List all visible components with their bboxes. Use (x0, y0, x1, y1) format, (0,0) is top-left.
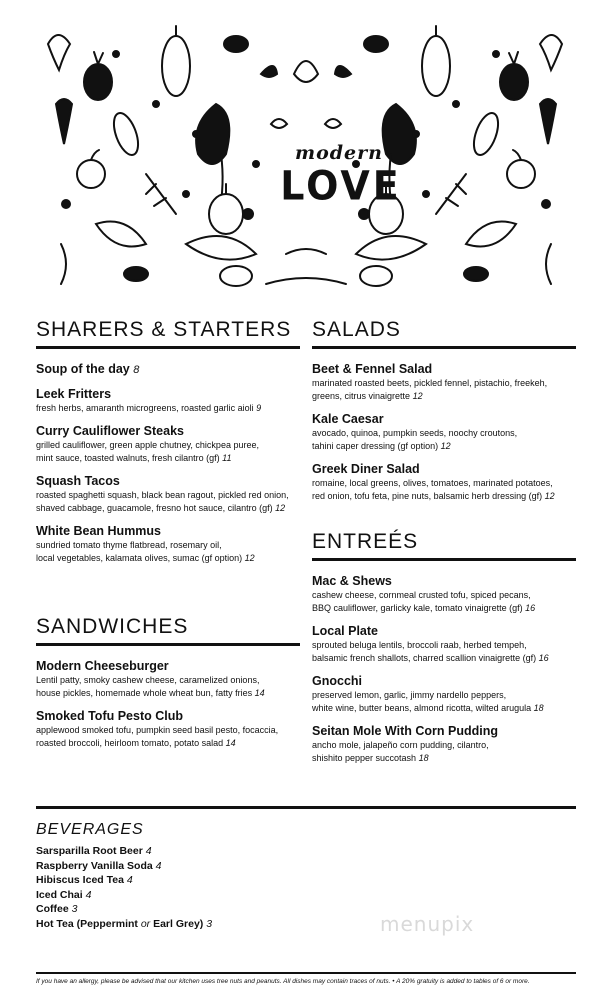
menu-item (312, 361, 576, 403)
item-name: Squash Tacos (36, 474, 120, 488)
item-desc: marinated roasted beets, pickled fennel, pistachio, freekeh, (312, 378, 548, 388)
beverage-item (36, 902, 576, 917)
hero-illustration (36, 14, 576, 304)
menu-item (312, 723, 576, 765)
item-desc: shaved cabbage, guacamole, fresno hot sauce, cilantro (gf) (36, 503, 273, 513)
watermark: menupix (380, 912, 475, 936)
item-name: Modern Cheeseburger (36, 659, 169, 673)
item-price: 16 (538, 653, 549, 663)
beverage-price: 4 (85, 888, 92, 901)
item-desc: preserved lemon, garlic, jimmy nardello peppers, (312, 690, 507, 700)
item-price: 12 (244, 553, 255, 563)
section-title-sharers: SHARERS & STARTERS (36, 318, 300, 349)
menu-item (312, 673, 576, 715)
item-desc: red onion, tofu feta, pine nuts, balsamic herb dressing (gf) (312, 491, 543, 501)
menu-item (36, 361, 300, 378)
item-price: 12 (412, 391, 423, 401)
item-price: 8 (133, 364, 140, 376)
beverage-item (36, 888, 576, 903)
item-name: Local Plate (312, 624, 378, 638)
item-desc: shishito pepper succotash (312, 753, 417, 763)
beverage-price: 3 (71, 903, 78, 915)
beverage-name: Raspberry Vanilla Soda (36, 859, 153, 872)
item-price: 18 (418, 753, 429, 763)
section-title-entrees: ENTREÉS (312, 530, 576, 561)
beverages-section (36, 806, 576, 931)
item-desc: Lentil patty, smoky cashew cheese, caramelized onions, (36, 675, 260, 685)
item-price: 14 (225, 738, 236, 748)
item-name: White Bean Hummus (36, 524, 162, 538)
item-desc: roasted spaghetti squash, black bean ragout, pickled red onion, (36, 490, 289, 500)
sandwiches-section (36, 615, 300, 758)
entrees-section (312, 530, 576, 773)
item-desc: ancho mole, jalapeño corn pudding, cilantro, (312, 740, 489, 750)
item-name: Smoked Tofu Pesto Club (36, 709, 183, 723)
beverage-name: Earl Grey) (153, 917, 204, 930)
item-desc: sprouted beluga lentils, broccoli raab, herbed tempeh, (312, 640, 527, 650)
beverage-name: Iced Chai (36, 888, 83, 901)
item-name: Curry Cauliflower Steaks (36, 424, 184, 438)
beverage-price: 4 (126, 874, 133, 886)
section-title-salads: SALADS (312, 318, 576, 349)
item-desc: tahini caper dressing (gf option) (312, 441, 439, 451)
item-desc: grilled cauliflower, green apple chutney, chickpea puree, (36, 440, 259, 450)
item-price: 12 (440, 441, 451, 451)
logo-main-text: LOVE (280, 162, 402, 210)
item-name: Mac & Shews (312, 574, 392, 588)
item-name: Beet & Fennel Salad (312, 362, 433, 376)
menu-item (36, 386, 300, 415)
item-price: 12 (275, 503, 286, 513)
item-name: Seitan Mole With Corn Pudding (312, 724, 498, 738)
beverage-item (36, 917, 576, 932)
section-title-beverages: BEVERAGES (36, 821, 144, 838)
item-desc: romaine, local greens, olives, tomatoes, marinated potatoes, (312, 478, 553, 488)
item-name: Gnocchi (312, 674, 363, 688)
item-desc: fresh herbs, amaranth microgreens, roasted garlic aioli (36, 403, 254, 413)
menu-item (36, 708, 300, 750)
menu-item (312, 623, 576, 665)
beverage-price: 3 (206, 917, 213, 930)
item-desc: avocado, quinoa, pumpkin seeds, noochy croutons, (312, 428, 518, 438)
item-price: 18 (533, 703, 544, 713)
beverage-price: 4 (145, 845, 152, 857)
menu-item (36, 473, 300, 515)
beverage-item (36, 859, 576, 874)
item-price: 11 (222, 453, 232, 463)
item-desc: cashew cheese, cornmeal crusted tofu, spiced pecans, (312, 590, 531, 600)
item-name: Greek Diner Salad (312, 462, 420, 476)
item-desc: mint sauce, toasted walnuts, fresh cilantro (gf) (36, 453, 220, 463)
item-desc: BBQ cauliflower, garlicky kale, tomato vinaigrette (gf) (312, 603, 523, 613)
allergy-footer: If you have an allergy, please be advised that our kitchen uses tree nuts and peanuts. All dishes may contain traces of nuts. • A 20% gratuity is added to tables of 6 or more. (36, 972, 576, 985)
item-desc: white wine, butter beans, almond ricotta, wilted arugula (312, 703, 532, 713)
logo-script-text: modern (295, 142, 383, 164)
beverage-price: 4 (155, 859, 162, 872)
item-price: 9 (256, 403, 262, 413)
item-price: 12 (544, 491, 555, 501)
menu-item (312, 573, 576, 615)
beverage-item (36, 844, 576, 859)
beverage-item (36, 873, 576, 888)
item-desc: house pickles, homemade whole wheat bun, fatty fries (36, 688, 253, 698)
beverage-name: Hibiscus Iced Tea (36, 874, 124, 886)
beverage-name: Coffee (36, 903, 69, 915)
item-name: Soup of the day (36, 362, 130, 376)
section-title-sandwiches: SANDWICHES (36, 615, 300, 646)
salads-section (312, 318, 576, 511)
beverage-name: Sarsparilla Root Beer (36, 845, 143, 857)
item-name: Kale Caesar (312, 412, 384, 426)
menu-item (36, 523, 300, 565)
menu-item (36, 423, 300, 465)
menu-item (312, 461, 576, 503)
item-desc: greens, citrus vinaigrette (312, 391, 411, 401)
beverage-or: or (140, 917, 151, 930)
item-price: 16 (525, 603, 536, 613)
sharers-section (36, 318, 300, 573)
item-desc: local vegetables, kalamata olives, sumac (gf option) (36, 553, 243, 563)
item-name: Leek Fritters (36, 387, 112, 401)
item-desc: applewood smoked tofu, pumpkin seed basil pesto, focaccia, (36, 725, 279, 735)
beverage-name: Hot Tea (Peppermint (36, 917, 138, 930)
menu-item (36, 658, 300, 700)
item-price: 14 (254, 688, 265, 698)
item-desc: balsamic french shallots, charred scallion vinaigrette (gf) (312, 653, 537, 663)
item-desc: sundried tomato thyme flatbread, rosemary oil, (36, 540, 222, 550)
menu-item (312, 411, 576, 453)
item-desc: roasted broccoli, heirloom tomato, potato salad (36, 738, 224, 748)
